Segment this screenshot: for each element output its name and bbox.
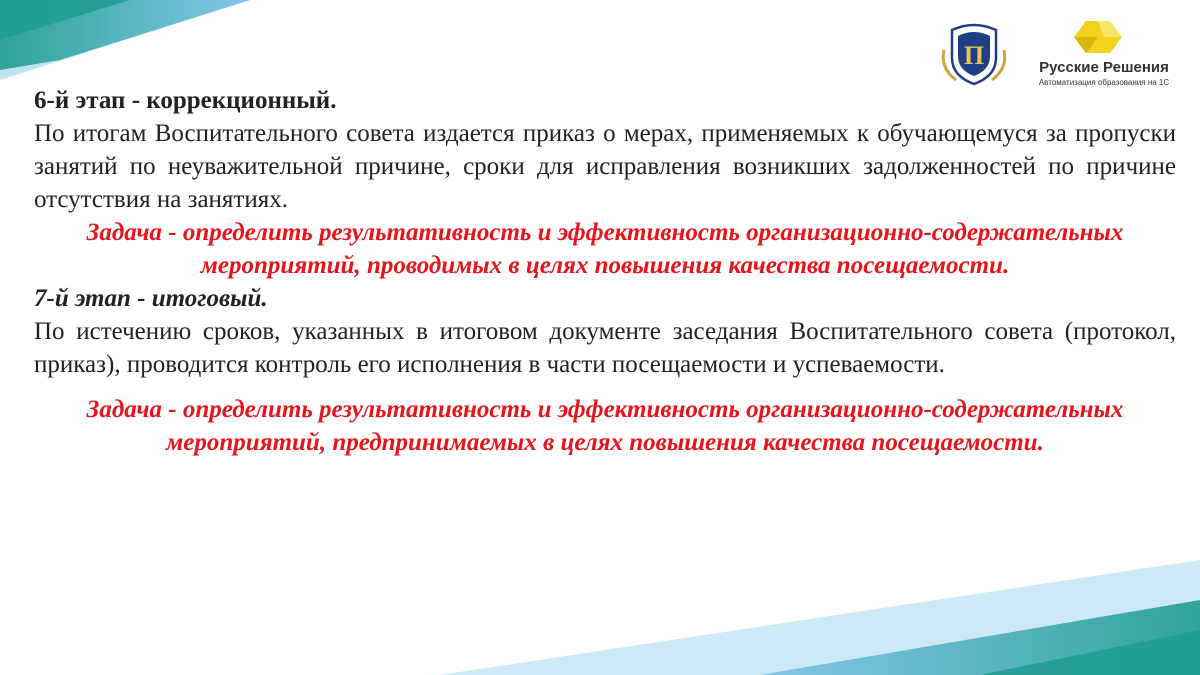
stage7-heading: 7-й этап - итоговый. [34,285,268,312]
russkie-resheniya-logo [1024,17,1184,87]
partner-name: Русские Решения [1039,58,1169,76]
slide-content [34,84,1176,459]
spacer [34,381,1176,393]
stage7-task: Задача - определить результативность и эффективность организационно-содержательных мероприятий, предпринимаемых в целях повышения качества посещаемости. [86,396,1124,456]
stage6-text: По итогам Воспитательного совета издается приказ о мерах, применяемых к обучающемуся за пропуски занятий по неуважительной причине, сроки для исправления возникших задолженностей по причине отсутствия на занятиях. [34,120,1176,213]
header-logos [938,10,1184,93]
partner-tagline: Автоматизация образования на 1С [1038,77,1170,87]
svg-text:П: П [963,41,985,70]
college-crest-icon [938,10,1010,88]
college-logo [938,10,1010,93]
stage7-text: По истечению сроков, указанных в итоговом документе заседания Воспитательного совета (протокол, приказ), проводится контроль его исполнения в части посещаемости и успеваемости. [34,318,1176,378]
stage6-task: Задача - определить результативность и эффективность организационно-содержательных мероприятий, проводимых в целях повышения качества посещаемости. [86,219,1124,279]
stage6-heading: 6-й этап - коррекционный. [34,87,337,114]
yellow-hexagon-mark-icon [1064,17,1144,57]
